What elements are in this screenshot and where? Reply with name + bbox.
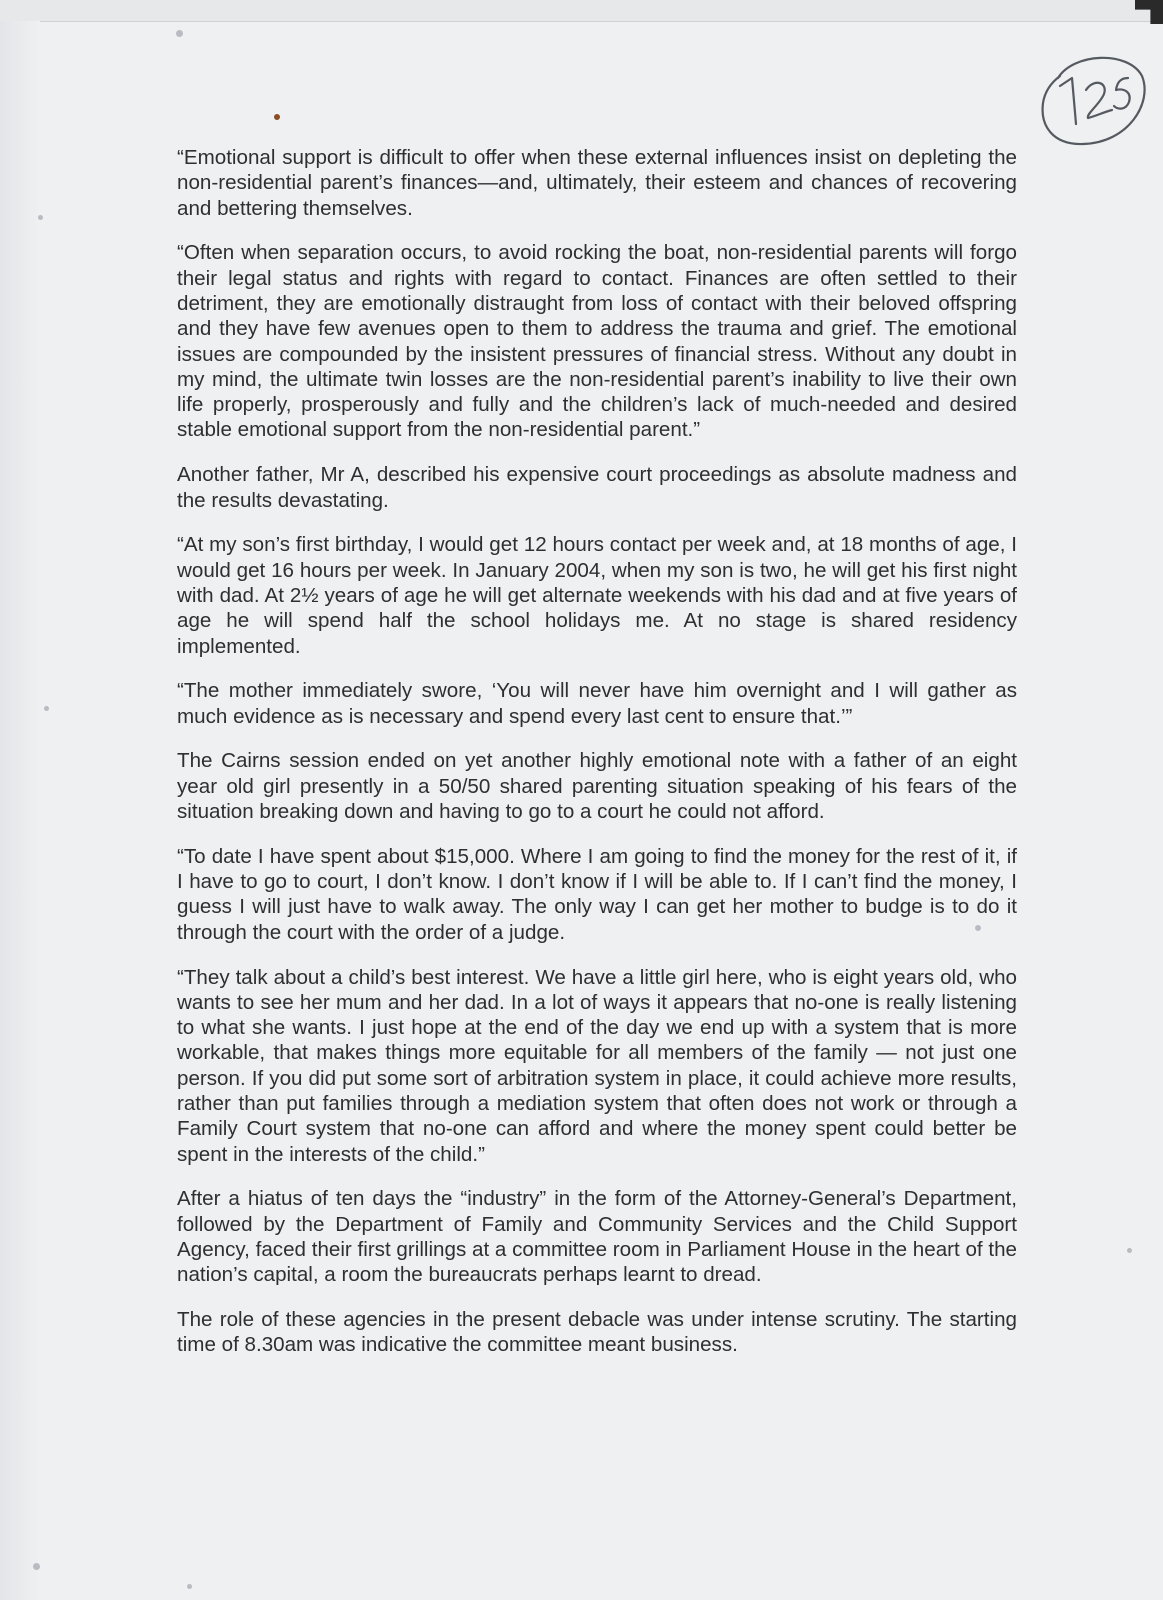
scan-left-shadow	[0, 21, 40, 1600]
paragraph: “Emotional support is difficult to offer when these external influences insist on depleting the non-residential parent’s finances—and, ultimately, their esteem and chances of recovering and bettering themselves.	[177, 146, 1017, 220]
paragraph: The Cairns session ended on yet another highly emotional note with a father of an eight year old girl presently in a 50/50 shared parenting situation speaking of his fears of the situation breaking down and having to go to a court he could not afford.	[177, 749, 1017, 824]
paragraph: “They talk about a child’s best interest. We have a little girl here, who is eight years old, who wants to see her mum and her dad. In a lot of ways it appears that no-one is really listening to what she wants. I just hope at the end of the day we end up with a system that is more workable, that makes things more equitable for all members of the family — not just one person. If you did put some sort of arbitration system in place, it could achieve more results, rather than put families through a mediation system that often does not work or through a Family Court system that no-one can afford and where the money spent could better be spent in the interests of the child.”	[177, 965, 1017, 1166]
scan-speck	[44, 706, 49, 711]
paragraph: The role of these agencies in the present debacle was under intense scrutiny. The starting time of 8.30am was indicative the committee meant business.	[177, 1308, 1017, 1357]
paragraph: Another father, Mr A, described his expensive court proceedings as absolute madness and the results devastating.	[177, 463, 1017, 512]
pencil-circle-graphic	[1038, 48, 1148, 153]
paragraph: “At my son’s first birthday, I would get 12 hours contact per week and, at 18 months of age, I would get 16 hours per week. In January 2004, when my son is two, he will get his first night with dad. At 2½ years of age he will get alternate weekends with his dad and at five years of age he will spend half the school holidays me. At no stage is shared residency implemented.	[177, 533, 1017, 658]
scan-speck	[1127, 1248, 1132, 1253]
paragraph: “To date I have spent about $15,000. Where I am going to find the money for the rest of it, if I have to go to court, I don’t know. I don’t know if I will be able to. If I can’t find the money, I guess I will just have to walk away. The only way I can get her mother to budge is to do it through the court with the order of a judge.	[177, 844, 1017, 944]
paragraph: After a hiatus of ten days the “industry” in the form of the Attorney-General’s Department, followed by the Department of Family and Community Services and the Child Support Agency, faced their first grillings at a committee room in Parliament House in the heart of the nation’s capital, a room the bureaucrats perhaps learnt to dread.	[177, 1187, 1017, 1287]
document-body	[177, 145, 1017, 1377]
scan-speck	[38, 215, 43, 220]
scan-speck	[187, 1584, 192, 1589]
paragraph: “The mother immediately swore, ‘You will never have him overnight and I will gather as much evidence as is necessary and spend every last cent to ensure that.’”	[177, 679, 1017, 728]
scan-speck	[33, 1563, 40, 1570]
handwritten-page-number	[1038, 48, 1148, 153]
scan-speck	[176, 30, 183, 37]
paragraph: “Often when separation occurs, to avoid rocking the boat, non-residential parents will forgo their legal status and rights with regard to contact. Finances are often settled to their detriment, they are emotionally distraught from loss of contact with their beloved offspring and they have few avenues open to them to address the trauma and grief. The emotional issues are compounded by the insistent pressures of financial stress. Without any doubt in my mind, the ultimate twin losses are the non-residential parent’s inability to live their own life properly, prosperously and fully and the children’s lack of much-needed and desired stable emotional support from the non-residential parent.”	[177, 241, 1017, 442]
ink-dot-mark	[274, 114, 280, 120]
scan-top-edge	[0, 0, 1163, 22]
